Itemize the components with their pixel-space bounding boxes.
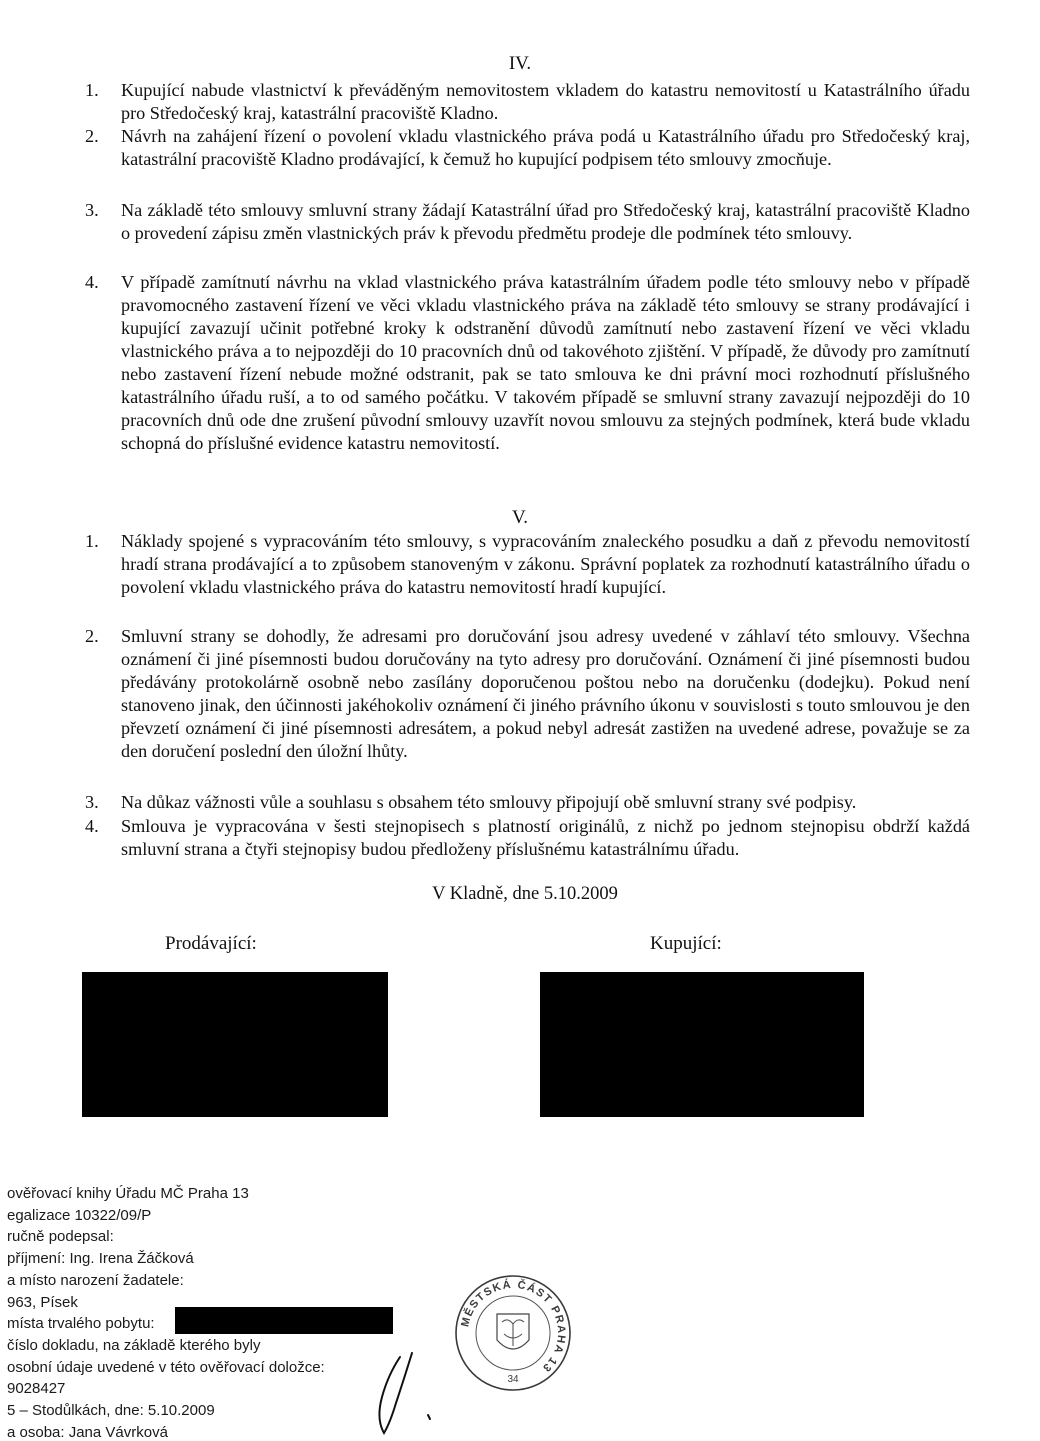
verification-line: a osoba: Jana Vávrková xyxy=(7,1423,168,1441)
item-number: 3. xyxy=(85,200,99,220)
verification-line: 9028427 xyxy=(7,1380,66,1398)
item-text: Smlouva je vypracována v šesti stejnopisech s platností originálů, z nichž po jednom stejnopisu obdrží každá smluvní strana a čtyři stejnopisy budou předloženy příslušnému katastrálnímu úřadu. xyxy=(121,816,970,859)
section-iv-item-2 xyxy=(80,125,970,171)
section-v-item-2 xyxy=(80,625,970,763)
buyer-signature-redaction xyxy=(540,972,864,1117)
item-text: Náklady spojené s vypracováním této smlouvy, s vypracováním znaleckého posudku a daň z převodu nemovitostí hradí strana prodávající a to způsobem stanoveným v zákonu. Správní poplatek za rozhodnutí katastrálního úřadu o povolení vkladu vlastnického práva do katastru nemovitostí hradí kupující. xyxy=(121,531,970,597)
address-redaction xyxy=(175,1307,393,1334)
section-iv-item-3 xyxy=(80,199,970,245)
section-iv-title: IV. xyxy=(508,53,532,74)
verification-line: číslo dokladu, na základě kterého byly xyxy=(7,1336,261,1354)
section-v-item-4 xyxy=(80,815,970,861)
item-number: 4. xyxy=(85,272,99,292)
verification-line: ručně podepsal: xyxy=(7,1228,114,1246)
verification-line: místa trvalého pobytu: xyxy=(7,1315,155,1333)
item-number: 2. xyxy=(85,626,99,646)
seller-label: Prodávající: xyxy=(165,933,257,954)
buyer-label: Kupující: xyxy=(650,933,722,954)
seller-signature-redaction xyxy=(82,972,388,1117)
item-text: Na základě této smlouvy smluvní strany žádají Katastrální úřad pro Středočeský kraj, katastrální pracoviště Kladno o provedení zápisu změn vlastnických práv k převodu předmětu prodeje dle podmínek této smlouvy. xyxy=(121,200,970,243)
item-text: V případě zamítnutí návrhu na vklad vlastnického práva katastrálním úřadem podle této smlouvy nebo v případě pravomocného zastavení řízení ve věci vkladu vlastnického práva na základě této smlouvy se strany prodávající i kupující zavazují učinit potřebné kroky k odstranění důvodů zamítnutí nebo zastavení řízení ve věci vkladu vlastnického práva a to nejpozději do 10 pracovních dnů od takovéhoto zjištění. V případě, že důvody pro zamítnutí nebo zastavení řízení nebude možné odstranit, pak se tato smlouva ke dni právní moci rozhodnutí příslušného katastrálního úřadu ruší, a to od samého počátku. V takovém případě se smluvní strany zavazují nejpozději do 10 pracovních dnů ode dne zrušení původní smlouvy uzavřít novou smlouvu za stejných podmínek, která bude vkladu schopná do příslušné evidence katastru nemovitostí. xyxy=(121,272,970,453)
section-iv-item-4 xyxy=(80,271,970,455)
verification-line: 5 – Stodůlkách, dne: 5.10.2009 xyxy=(7,1402,215,1420)
stamp-text: MĚSTSKÁ ČÁST PRAHA 13 xyxy=(459,1278,568,1375)
item-text: Návrh na zahájení řízení o povolení vkladu vlastnického práva podá u Katastrálního úřadu pro Středočeský kraj, katastrální pracoviště Kladno prodávající, k čemuž ho kupující podpisem této smlouvy zmocňuje. xyxy=(121,126,970,169)
verification-line: egalizace 10322/09/P xyxy=(7,1206,152,1224)
verification-line: a místo narození žadatele: xyxy=(7,1271,184,1289)
section-v-title: V. xyxy=(511,507,529,528)
item-text: Smluvní strany se dohodly, že adresami pro doručování jsou adresy uvedené v záhlaví této smlouvy. Všechna oznámení či jiné písemnosti budou doručovány na tyto adresy pro doručování. Oznámení či jiné písemnosti budou předávány protokolárně osobně nebo zasílány doporučenou poštou nebo na doručenku (dodejku). Pokud není stanoveno jinak, den účinnosti jakéhokoliv oznámení či jiného právního úkonu v souvislosti s touto smlouvou je den převzetí oznámení či jiné písemnosti adresátem, a pokud nebyl adresát zastižen na uvedené adrese, považuje se za den doručení poslední den úložní lhůty. xyxy=(121,626,970,761)
item-number: 4. xyxy=(85,816,99,836)
item-number: 3. xyxy=(85,792,99,812)
section-v-item-1 xyxy=(80,530,970,599)
verification-line: příjmení: Ing. Irena Žáčková xyxy=(7,1250,194,1268)
stamp-number: 34 xyxy=(507,1374,519,1385)
verification-line: ověřovací knihy Úřadu MČ Praha 13 xyxy=(7,1185,249,1202)
handwritten-signature-icon xyxy=(360,1345,440,1441)
section-v-item-3 xyxy=(80,791,970,814)
item-text: Kupující nabude vlastnictví k převáděným nemovitostem vkladem do katastru nemovitostí u Katastrálního úřadu pro Středočeský kraj, katastrální pracoviště Kladno. xyxy=(121,80,970,123)
verification-line: 963, Písek xyxy=(7,1293,78,1311)
verification-line: osobní údaje uvedené v této ověřovací doložce: xyxy=(7,1358,325,1376)
official-stamp-icon xyxy=(452,1272,574,1394)
item-text: Na důkaz vážnosti vůle a souhlasu s obsahem této smlouvy připojují obě smluvní strany své podpisy. xyxy=(121,792,857,812)
item-number: 2. xyxy=(85,126,99,146)
section-iv-item-1 xyxy=(80,79,970,125)
item-number: 1. xyxy=(85,80,99,100)
item-number: 1. xyxy=(85,531,99,551)
date-place-line: V Kladně, dne 5.10.2009 xyxy=(432,884,618,904)
